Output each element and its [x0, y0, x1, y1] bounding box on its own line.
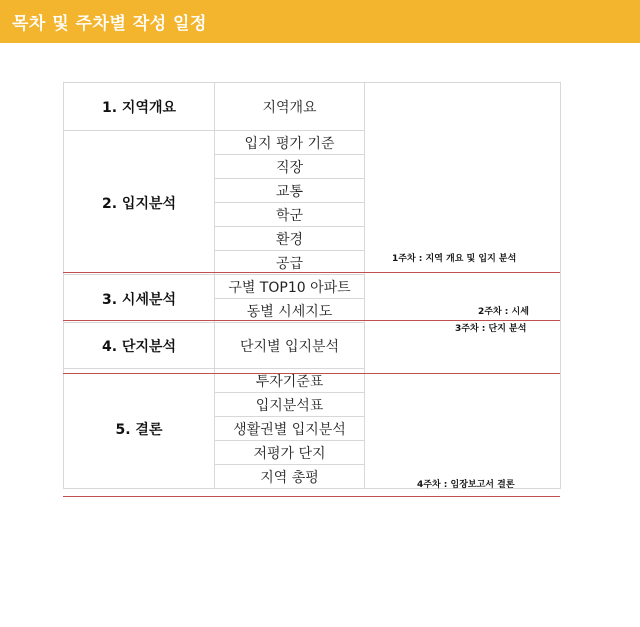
section-item: 입지분석표: [215, 393, 365, 417]
section-item: 저평가 단지: [215, 441, 365, 465]
schedule-note-week1: 1주차 : 지역 개요 및 입지 분석: [392, 254, 517, 264]
section-title: 3. 시세분석: [64, 275, 215, 323]
section-item: 지역개요: [215, 83, 365, 131]
section-item: 공급: [215, 251, 365, 275]
schedule-note-week3: 3주차 : 단지 분석: [455, 324, 527, 334]
schedule-column: [365, 83, 561, 489]
schedule-note-week4: 4주차 : 임장보고서 결론: [417, 480, 515, 490]
section-item: 입지 평가 기준: [215, 131, 365, 155]
section-item: 단지별 입지분석: [215, 323, 365, 369]
week-divider-line: [63, 272, 560, 273]
page-title: 목차 및 주차별 작성 일정: [12, 14, 207, 34]
header-bar: [0, 0, 640, 43]
schedule-note-week2: 2주차 : 시세: [478, 307, 529, 317]
section-item: 구별 TOP10 아파트: [215, 275, 365, 299]
section-title: 5. 결론: [64, 369, 215, 489]
section-title: 4. 단지분석: [64, 323, 215, 369]
section-item: 동별 시세지도: [215, 299, 365, 323]
week-divider-line: [63, 496, 560, 497]
toc-table: [63, 82, 561, 489]
week-divider-line: [63, 373, 560, 374]
section-item: 학군: [215, 203, 365, 227]
section-title: 1. 지역개요: [64, 83, 215, 131]
section-item: 환경: [215, 227, 365, 251]
section-title: 2. 입지분석: [64, 131, 215, 275]
section-item: 투자기준표: [215, 369, 365, 393]
table-row: [64, 83, 561, 131]
section-item: 지역 총평: [215, 465, 365, 489]
section-item: 생활권별 입지분석: [215, 417, 365, 441]
section-item: 직장: [215, 155, 365, 179]
section-item: 교통: [215, 179, 365, 203]
